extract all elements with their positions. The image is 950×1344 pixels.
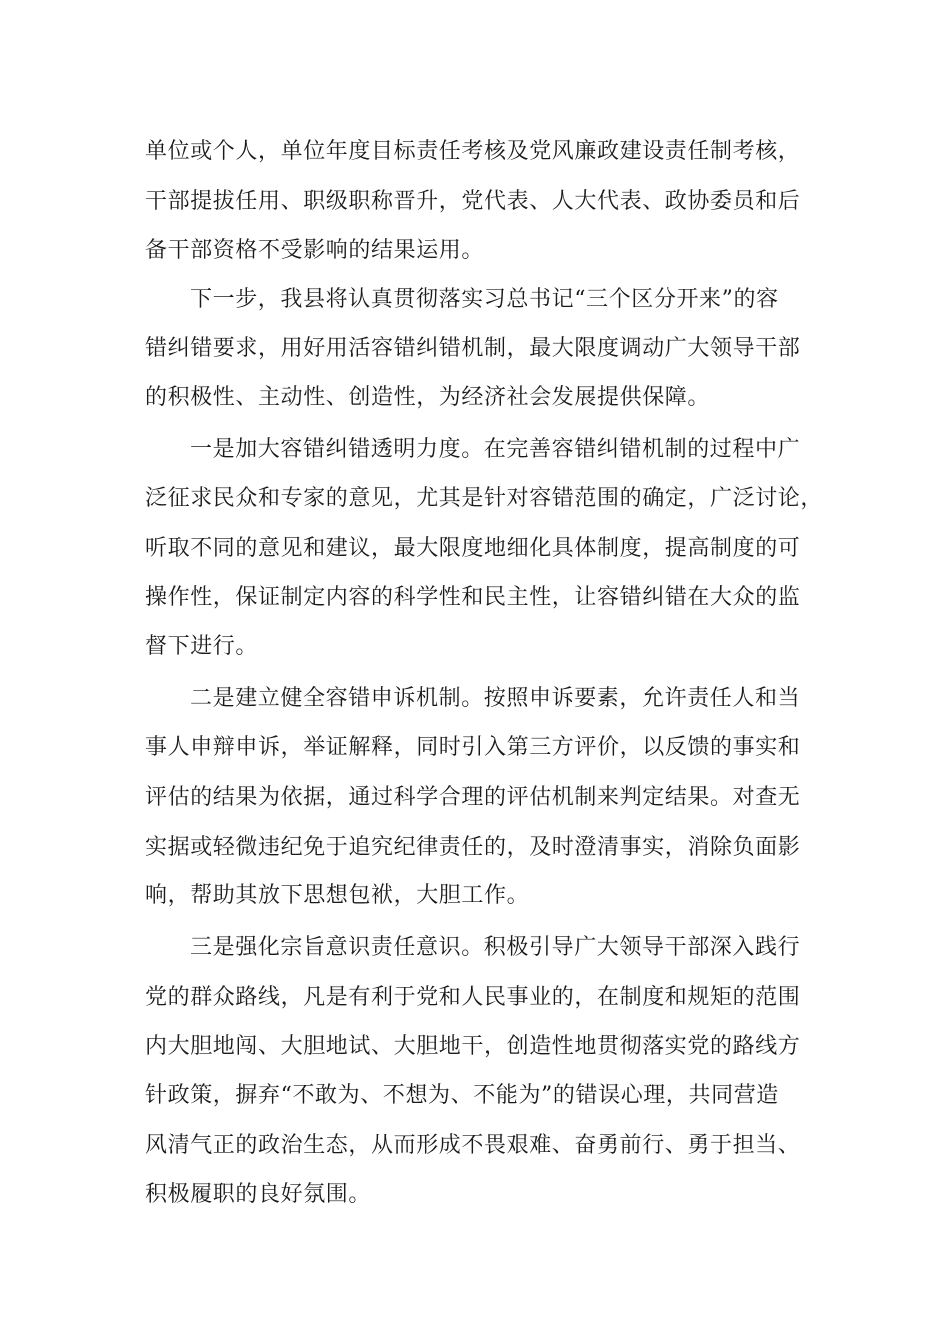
paragraph-2-line-1: 下一步，我县将认真贯彻落实习总书记“三个区分开来”的容 (190, 287, 779, 312)
paragraph-5-line-3: 内大胆地闯、大胆地试、大胆地干，创造性地贯彻落实党的路线方 (145, 1034, 801, 1059)
paragraph-3-line-5: 督下进行。 (145, 634, 259, 659)
paragraph-2-line-2: 错纠错要求，用好用活容错纠错机制，最大限度调动广大领导干部 (145, 336, 801, 361)
paragraph-1-line-3: 备干部资格不受影响的结果运用。 (145, 238, 485, 263)
paragraph-5-line-2: 党的群众路线，凡是有利于党和人民事业的，在制度和规矩的范围 (145, 985, 801, 1010)
paragraph-4-line-5: 响，帮助其放下思想包袱，大胆工作。 (145, 883, 530, 908)
paragraph-2-line-3: 的积极性、主动性、创造性，为经济社会发展提供保障。 (145, 385, 711, 410)
paragraph-3-line-1: 一是加大容错纠错透明力度。在完善容错纠错机制的过程中广 (190, 437, 801, 462)
paragraph-4-line-3: 评估的结果为依据，通过科学合理的评估机制来判定结果。对查无 (145, 785, 801, 810)
paragraph-3-line-2: 泛征求民众和专家的意见，尤其是针对容错范围的确定，广泛讨论， (145, 486, 824, 511)
paragraph-5-line-5: 风清气正的政治生态，从而形成不畏艰难、奋勇前行、勇于担当、 (145, 1133, 801, 1158)
paragraph-4-line-4: 实据或轻微违纪免于追究纪律责任的，及时澄清事实，消除负面影 (145, 835, 801, 860)
paragraph-1-line-2: 干部提拔任用、职级职称晋升，党代表、人大代表、政协委员和后 (145, 189, 801, 214)
paragraph-4-line-2: 事人申辩申诉，举证解释，同时引入第三方评价，以反馈的事实和 (145, 735, 801, 760)
paragraph-1-line-1: 单位或个人，单位年度目标责任考核及党风廉政建设责任制考核， (145, 139, 801, 164)
paragraph-4-line-1: 二是建立健全容错申诉机制。按照申诉要素，允许责任人和当 (190, 686, 801, 711)
paragraph-3-line-3: 听取不同的意见和建议，最大限度地细化具体制度，提高制度的可 (145, 536, 801, 561)
paragraph-5-line-6: 积极履职的良好氛围。 (145, 1182, 372, 1207)
paragraph-5-line-4: 针政策，摒弃“不敢为、不想为、不能为”的错误心理，共同营造 (145, 1083, 779, 1108)
paragraph-3-line-4: 操作性，保证制定内容的科学性和民主性，让容错纠错在大众的监 (145, 585, 801, 610)
paragraph-5-line-1: 三是强化宗旨意识责任意识。积极引导广大领导干部深入践行 (190, 935, 801, 960)
